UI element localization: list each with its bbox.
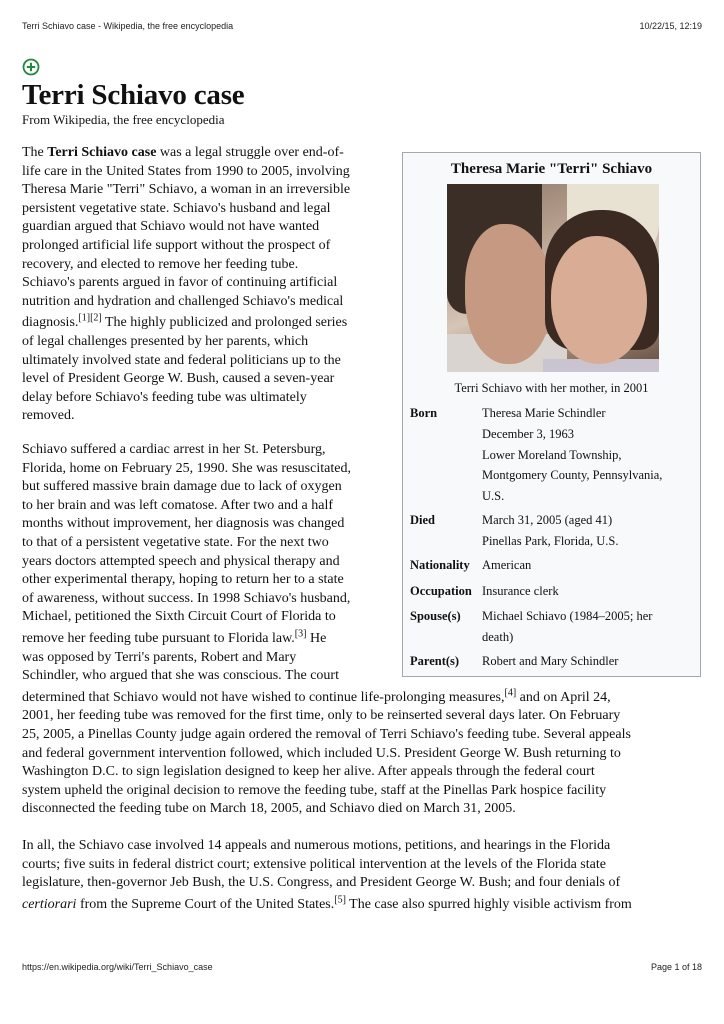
value-line: December 3, 1963 <box>482 426 574 441</box>
text-line: recovery, and elected to remove her feeding tube. <box>22 256 299 272</box>
text-line: level of President George W. Bush, caused a seven-year <box>22 371 335 387</box>
citation-link[interactable]: [4] <box>504 687 517 699</box>
infobox-label: Nationality <box>410 558 470 572</box>
infobox <box>402 152 701 677</box>
text-line: persistent vegetative state. Schiavo's husband and legal <box>22 200 331 216</box>
bold-term: Terri Schiavo case <box>47 145 157 160</box>
text-line: prolonged artificial life support without the prospect of <box>22 237 331 253</box>
infobox-title: Theresa Marie "Terri" Schiavo <box>450 161 653 177</box>
infobox-label: Occupation <box>410 584 472 598</box>
citation-link[interactable]: [3] <box>294 628 307 640</box>
infobox-photo[interactable] <box>447 184 659 372</box>
page-subtitle: From Wikipedia, the free encyclopedia <box>22 112 225 127</box>
text-line: life care in the United States from 1990 to 2005, involving <box>22 163 350 179</box>
text-line: disconnected the feeding tube on March 18, 2005, and Schiavo died on March 31, 2005. <box>22 801 516 817</box>
plus-circle-icon[interactable] <box>22 58 40 76</box>
value-line: Insurance clerk <box>482 584 559 598</box>
print-header-timestamp: 10/22/15, 12:19 <box>639 21 702 31</box>
text-line: courts; five suits in federal district court; extensive political intervention at the levels of the Florida state <box>22 856 606 872</box>
text-line: other experimental therapy, hoping to return her to a state <box>22 572 344 588</box>
infobox-value <box>482 581 694 602</box>
text-line: Michael, petitioned the Sixth Circuit Court of Florida to <box>22 609 336 625</box>
text-line: Schiavo suffered a cardiac arrest in her St. Petersburg, <box>22 442 326 457</box>
text-line: remove her feeding tube pursuant to Florida law.[3] He <box>22 628 327 646</box>
text-line: certiorari from the Supreme Court of the United States.[5] The case also spurred highly visible activism from <box>22 894 632 912</box>
value-line[interactable]: Pinellas Park, Florida, U.S. <box>482 533 619 548</box>
paragraph-summary <box>22 837 707 914</box>
print-footer-url: https://en.wikipedia.org/wiki/Terri_Schiavo_case <box>22 962 213 972</box>
infobox-caption: Terri Schiavo with her mother, in 2001 <box>454 381 649 395</box>
print-header-title: Terri Schiavo case - Wikipedia, the free encyclopedia <box>22 21 234 31</box>
paragraph-intro <box>22 144 390 426</box>
print-header <box>22 21 702 31</box>
infobox-label: Born <box>410 406 438 420</box>
citation-link[interactable]: [1] <box>78 312 91 324</box>
value-line: March 31, 2005 (aged 41) <box>482 513 613 527</box>
value-line: Robert and Mary Schindler <box>482 654 619 668</box>
infobox-value <box>482 403 694 507</box>
text-line: Washington D.C. to sign legislation designed to keep her alive. After appeals through the federal court <box>22 764 595 780</box>
text-line: but suffered massive brain damage due to lack of oxygen <box>22 479 342 495</box>
text-line: months without improvement, her diagnosis was changed <box>22 516 345 532</box>
text-line: of awareness, without success. In 1998 Schiavo's husband, <box>22 590 351 606</box>
infobox-label: Parent(s) <box>410 654 460 668</box>
text-line: nutrition and hydration and challenged Schiavo's medical <box>22 293 344 309</box>
text-line: removed. <box>22 408 75 424</box>
value-line: Theresa Marie Schindler <box>482 406 606 420</box>
text-line: delay before Schiavo's feeding tube was ultimately <box>22 389 307 405</box>
value-line: U.S. <box>482 489 505 504</box>
text-line: years doctors attempted speech and physical therapy and <box>22 553 340 569</box>
infobox-label: Spouse(s) <box>410 609 461 623</box>
value-line[interactable]: Montgomery County, Pennsylvania, <box>482 468 663 483</box>
text-line: The Terri Schiavo case was a legal struggle over end-of- <box>22 145 344 160</box>
text-line: system upheld the original decision to remove the feeding tube, staff at the Pinellas Park hospice facility <box>22 782 607 798</box>
infobox-value <box>482 555 694 576</box>
page-title: Terri Schiavo case <box>22 79 245 111</box>
citation-link[interactable]: [5] <box>334 894 346 906</box>
text-line: Schiavo's parents argued in favor of continuing artificial <box>22 275 338 291</box>
value-line[interactable]: Lower Moreland Township, <box>482 447 622 462</box>
value-line: death) <box>482 629 514 644</box>
text-line: ultimately involved state and federal politicians up to the <box>22 352 341 368</box>
text-line: Theresa Marie "Terri" Schiavo, a woman in an irreversible <box>22 182 351 198</box>
text-line: determined that Schiavo would not have wished to continue life-prolonging measures,[4] and on April 24, <box>22 687 611 705</box>
text-line: and federal government intervention followed, which included U.S. President George W. Bush returning to <box>22 745 621 761</box>
italic-term: certiorari <box>22 896 77 912</box>
text-line: legislature, then-governor Jeb Bush, the U.S. Congress, and President George W. Bush; and four denials of <box>22 875 621 891</box>
text-line: 2001, her feeding tube was removed for the first time, only to be reinserted several days later. On February <box>22 708 621 724</box>
text-line: 25, 2005, a Pinellas County judge again ordered the removal of Terri Schiavo's feeding tube. Several appeals <box>22 726 631 742</box>
infobox-value <box>482 510 694 552</box>
text-line: was opposed by Terri's parents, Robert and Mary <box>22 649 297 665</box>
text-line: Schindler, who argued that she was conscious. The court <box>22 668 339 684</box>
text-line: Florida, home on February 25, 1990. She was resuscitated, <box>22 460 351 476</box>
text-line: guardian argued that Schiavo would not have wanted <box>22 219 320 235</box>
infobox-value <box>482 651 694 672</box>
print-footer-page: Page 1 of 18 <box>650 962 702 972</box>
infobox-value <box>482 606 694 648</box>
text-line: to her brain and was left comatose. After two and a half <box>22 497 334 513</box>
value-line[interactable]: Michael Schiavo (1984–2005; her <box>482 609 653 623</box>
value-line: American <box>482 558 532 572</box>
text-line: of legal challenges presented by her parents, which <box>22 333 309 349</box>
text-line: to that of a persistent vegetative state. For the next two <box>22 534 329 550</box>
text-line: diagnosis.[1][2] The highly publicized and prolonged series <box>22 312 348 331</box>
infobox-label: Died <box>410 513 435 527</box>
print-footer <box>22 962 702 972</box>
citation-link[interactable]: [2] <box>90 312 102 324</box>
text-line: In all, the Schiavo case involved 14 appeals and numerous motions, petitions, and hearings in the Florida <box>22 838 611 853</box>
